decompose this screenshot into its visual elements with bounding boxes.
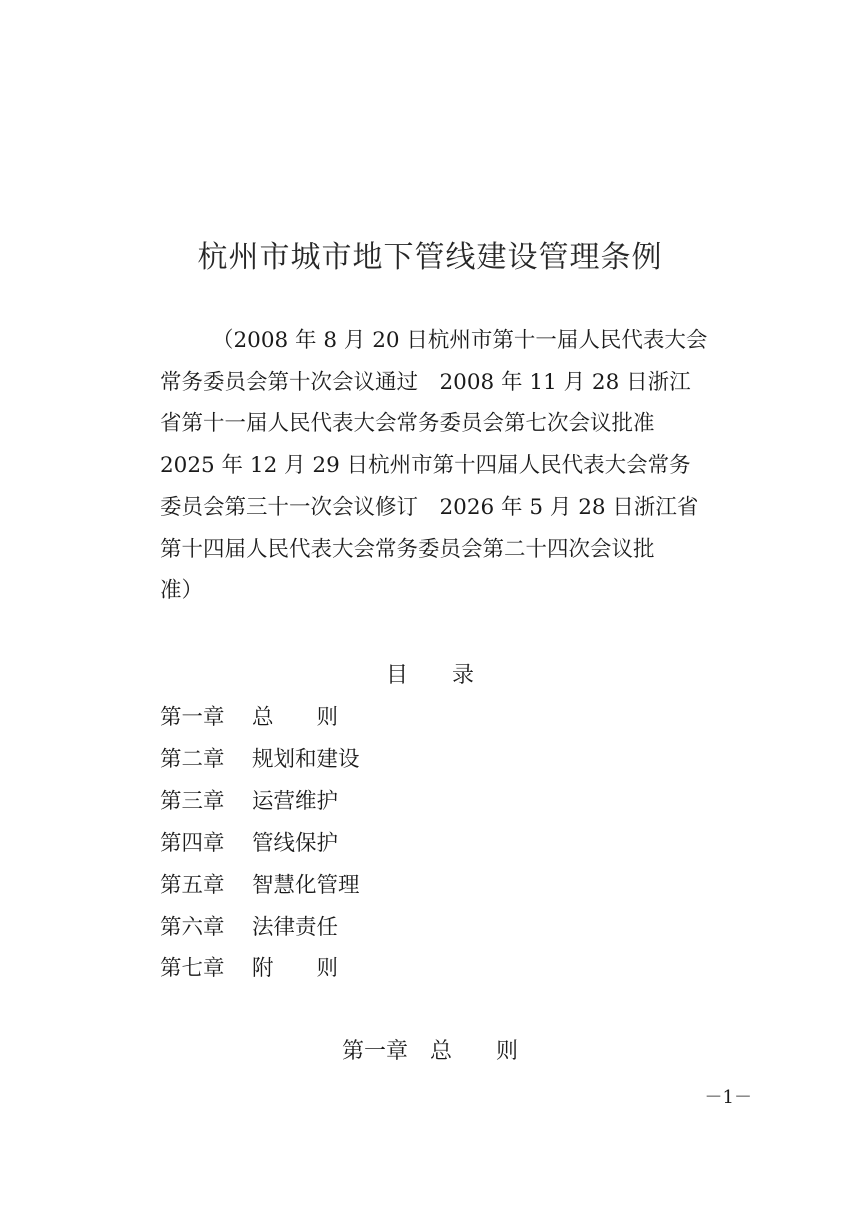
toc-heading-right: 录	[452, 663, 475, 688]
toc-item	[160, 865, 360, 907]
toc-item-title: 管线保护	[252, 830, 339, 856]
chapter-heading-number: 第一章	[341, 1039, 408, 1064]
toc-item-title: 智慧化管理	[252, 872, 360, 898]
toc-item-number: 第四章	[160, 830, 225, 856]
toc-item-number: 第五章	[160, 872, 225, 898]
toc-item	[160, 781, 360, 823]
toc-heading	[0, 655, 860, 697]
toc-item-title: 总 则	[252, 705, 339, 730]
enactment-note-line: 委员会第三十一次会议修订 2026 年 5 月 28 日浙江省	[160, 494, 699, 520]
toc-item-number: 第七章	[160, 956, 225, 982]
enactment-note-line: （2008 年 8 月 20 日杭州市第十一届人民代表大会	[212, 328, 708, 353]
enactment-note-line: 省第十一届人民代表大会常务委员会第七次会议批准	[160, 411, 655, 437]
chapter-heading-title: 总 则	[430, 1039, 519, 1064]
enactment-note	[160, 320, 710, 612]
document-title: 杭州市城市地下管线建设管理条例	[197, 240, 663, 275]
toc-item	[160, 739, 360, 781]
toc-item	[160, 948, 360, 990]
toc-item-number: 第一章	[160, 705, 225, 730]
enactment-note-line: 2025 年 12 月 29 日杭州市第十四届人民代表大会常务	[160, 453, 691, 479]
toc-heading-left: 目	[385, 663, 408, 688]
toc-item	[160, 907, 360, 949]
page-number: －1－	[704, 1087, 752, 1108]
toc-item-title: 附 则	[252, 956, 339, 982]
enactment-note-line: 准）	[160, 578, 204, 604]
toc-item-number: 第六章	[160, 914, 225, 940]
toc-item-title: 规划和建设	[252, 746, 360, 772]
chapter-heading	[0, 1031, 860, 1073]
toc-item	[160, 697, 360, 739]
toc-item	[160, 823, 360, 865]
toc-item-title: 法律责任	[252, 914, 339, 940]
toc-item-number: 第二章	[160, 746, 225, 772]
toc-item-title: 运营维护	[252, 788, 339, 814]
toc-item-number: 第三章	[160, 788, 225, 814]
enactment-note-line: 第十四届人民代表大会常务委员会第二十四次会议批	[160, 536, 655, 562]
table-of-contents	[160, 697, 360, 990]
enactment-note-line: 常务委员会第十次会议通过 2008 年 11 月 28 日浙江	[160, 369, 691, 395]
